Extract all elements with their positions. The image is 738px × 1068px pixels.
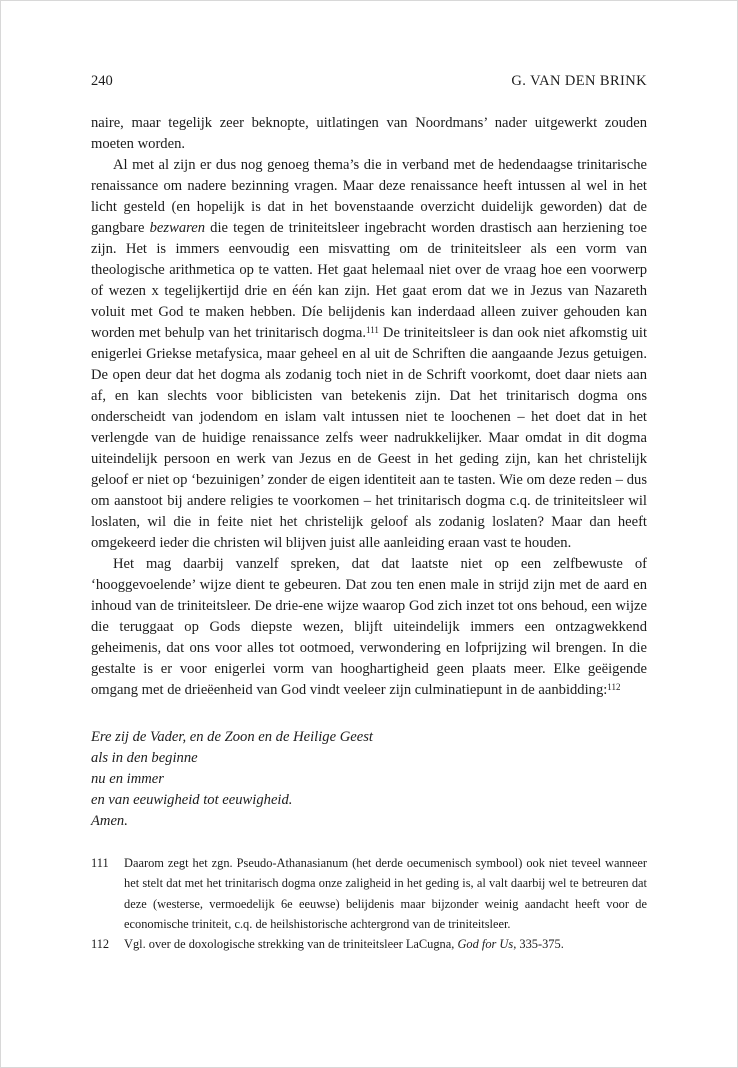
quote-line: en van eeuwigheid tot eeuwigheid.	[91, 792, 293, 808]
footnote-text-a: Vgl. over de doxologische strekking van de triniteitsleer LaCugna,	[124, 937, 458, 952]
footnote-112	[91, 934, 647, 954]
footnote-number: 112	[91, 937, 110, 952]
page-header	[91, 73, 647, 90]
footnote-number: 111	[91, 856, 109, 870]
footnote-ref-112: 112	[607, 681, 621, 692]
footnote-title-emphasis: God for Us	[457, 937, 514, 952]
footnote-text-b: , 335-375.	[513, 937, 564, 952]
footnote-text	[124, 934, 647, 954]
paragraph-1	[91, 113, 647, 155]
paragraph-2-text-a: Al met al zijn er dus nog genoeg thema’s die in verband met de hedendaagse trinitarische renaissance om nadere bezinning vragen. Maar deze renaissance heeft intussen al wel in het licht gesteld (en hopelijk is dat in het bovenstaande overzicht duidelijk geworden) dat de gangbare	[91, 157, 647, 236]
footnote-111	[91, 853, 647, 934]
quote-line: nu en immer	[91, 771, 164, 787]
paragraph-3	[91, 554, 647, 701]
body-text	[91, 113, 647, 701]
paragraph-2-text-b: die tegen de triniteitsleer ingebracht worden drastisch aan herziening toe zijn. Het is immers eenvoudig een misvatting om de triniteitsleer als een vorm van theologische arithmetica op te vatten. Het gaat helemaal niet over de vraag hoe een voorwerp of wezen x tegelijkertijd drie en één kan zijn. Het gaat erom dat we in Jezus van Nazareth voluit met God te maken hebben. Díe belijdenis kan inderdaad alleen zuiver gehouden kan worden met behulp van het trinitarisch dogma.	[91, 220, 647, 341]
footnotes-section	[91, 853, 647, 954]
paragraph-2-text-c: De triniteitsleer is dan ook niet afkomstig uit enigerlei Griekse metafysica, maar geheel en al uit de Schriften die aangaande Jezus getuigen. De open deur dat het dogma als zodanig toch niet in de Schrift voorkomt, doet daar niets aan af, en kan slechts voor biblicisten van betekenis zijn. Dat het trinitarisch dogma ons onderscheidt van jodendom en islam valt intussen niet te loochenen – het doet dat in het verlengde van de huidige renaissance zelfs weer nadrukkelijker. Maar omdat in dit dogma uiteindelijk persoon en werk van Jezus en de Geest in het geding zijn, kan het christelijk geloof er niet op ‘bezuinigen’ zonder de eigen identiteit aan te tasten. Wie om deze reden – dus om aanstoot bij andere religies te voorkomen – het trinitarisch dogma c.q. de triniteitsleer wil loslaten, wil die in feite niet het christelijk geloof als zodanig loslaten? Maar dan heeft omgekeerd ieder die christen wil blijven juist alle aanleiding eraan vast te houden.	[91, 325, 648, 551]
footnote-ref-111: 111	[366, 324, 379, 335]
footnote-text: Daarom zegt het zgn. Pseudo-Athanasianum (het derde oecumenisch symbool) ook niet teveel wanneer het stelt dat met het trinitarisch dogma onze zaligheid in het geding is, al valt daarbij wel te betreuren dat deze (westerse, vermoedelijk 6e eeuwse) belijdenis maar bijzonder weinig aandacht heeft voor de economische triniteit, c.q. de heilshistorische achtergrond van de triniteitsleer.	[124, 856, 647, 931]
quote-line: Amen.	[91, 813, 128, 829]
doxology-quote	[91, 727, 647, 832]
paragraph-3-text: Het mag daarbij vanzelf spreken, dat dat laatste niet op een zelfbewuste of ‘hooggevoelende’ wijze dient te gebeuren. Dat zou ten enen male in strijd zijn met de aard en inhoud van de triniteitsleer. De drie-ene wijze waarop God zich inzet tot ons behoud, een wijze die teruggaat op Gods diepste wezen, blijft uiteindelijk immers een ontzagwekkend geheimenis, dat ons voor alles tot ootmoed, verwondering en lofprijzing wil brengen. In die gestalte is er voor enigerlei vorm van hooghartigheid geen plaats meer. Elke geëigende omgang met de drieëenheid van God vindt veeleer zijn culminatiepunt in de aanbidding:	[91, 556, 647, 698]
paragraph-2	[91, 155, 647, 554]
quote-line: als in den beginne	[91, 750, 198, 766]
page-number: 240	[91, 73, 113, 89]
paragraph-2-emphasis: bezwaren	[149, 220, 206, 236]
paragraph-1-text: naire, maar tegelijk zeer beknopte, uitlatingen van Noordmans’ nader uitgewerkt zouden moeten worden.	[91, 115, 647, 152]
running-title: G. VAN DEN BRINK	[511, 73, 647, 89]
quote-line: Ere zij de Vader, en de Zoon en de Heilige Geest	[91, 729, 373, 745]
